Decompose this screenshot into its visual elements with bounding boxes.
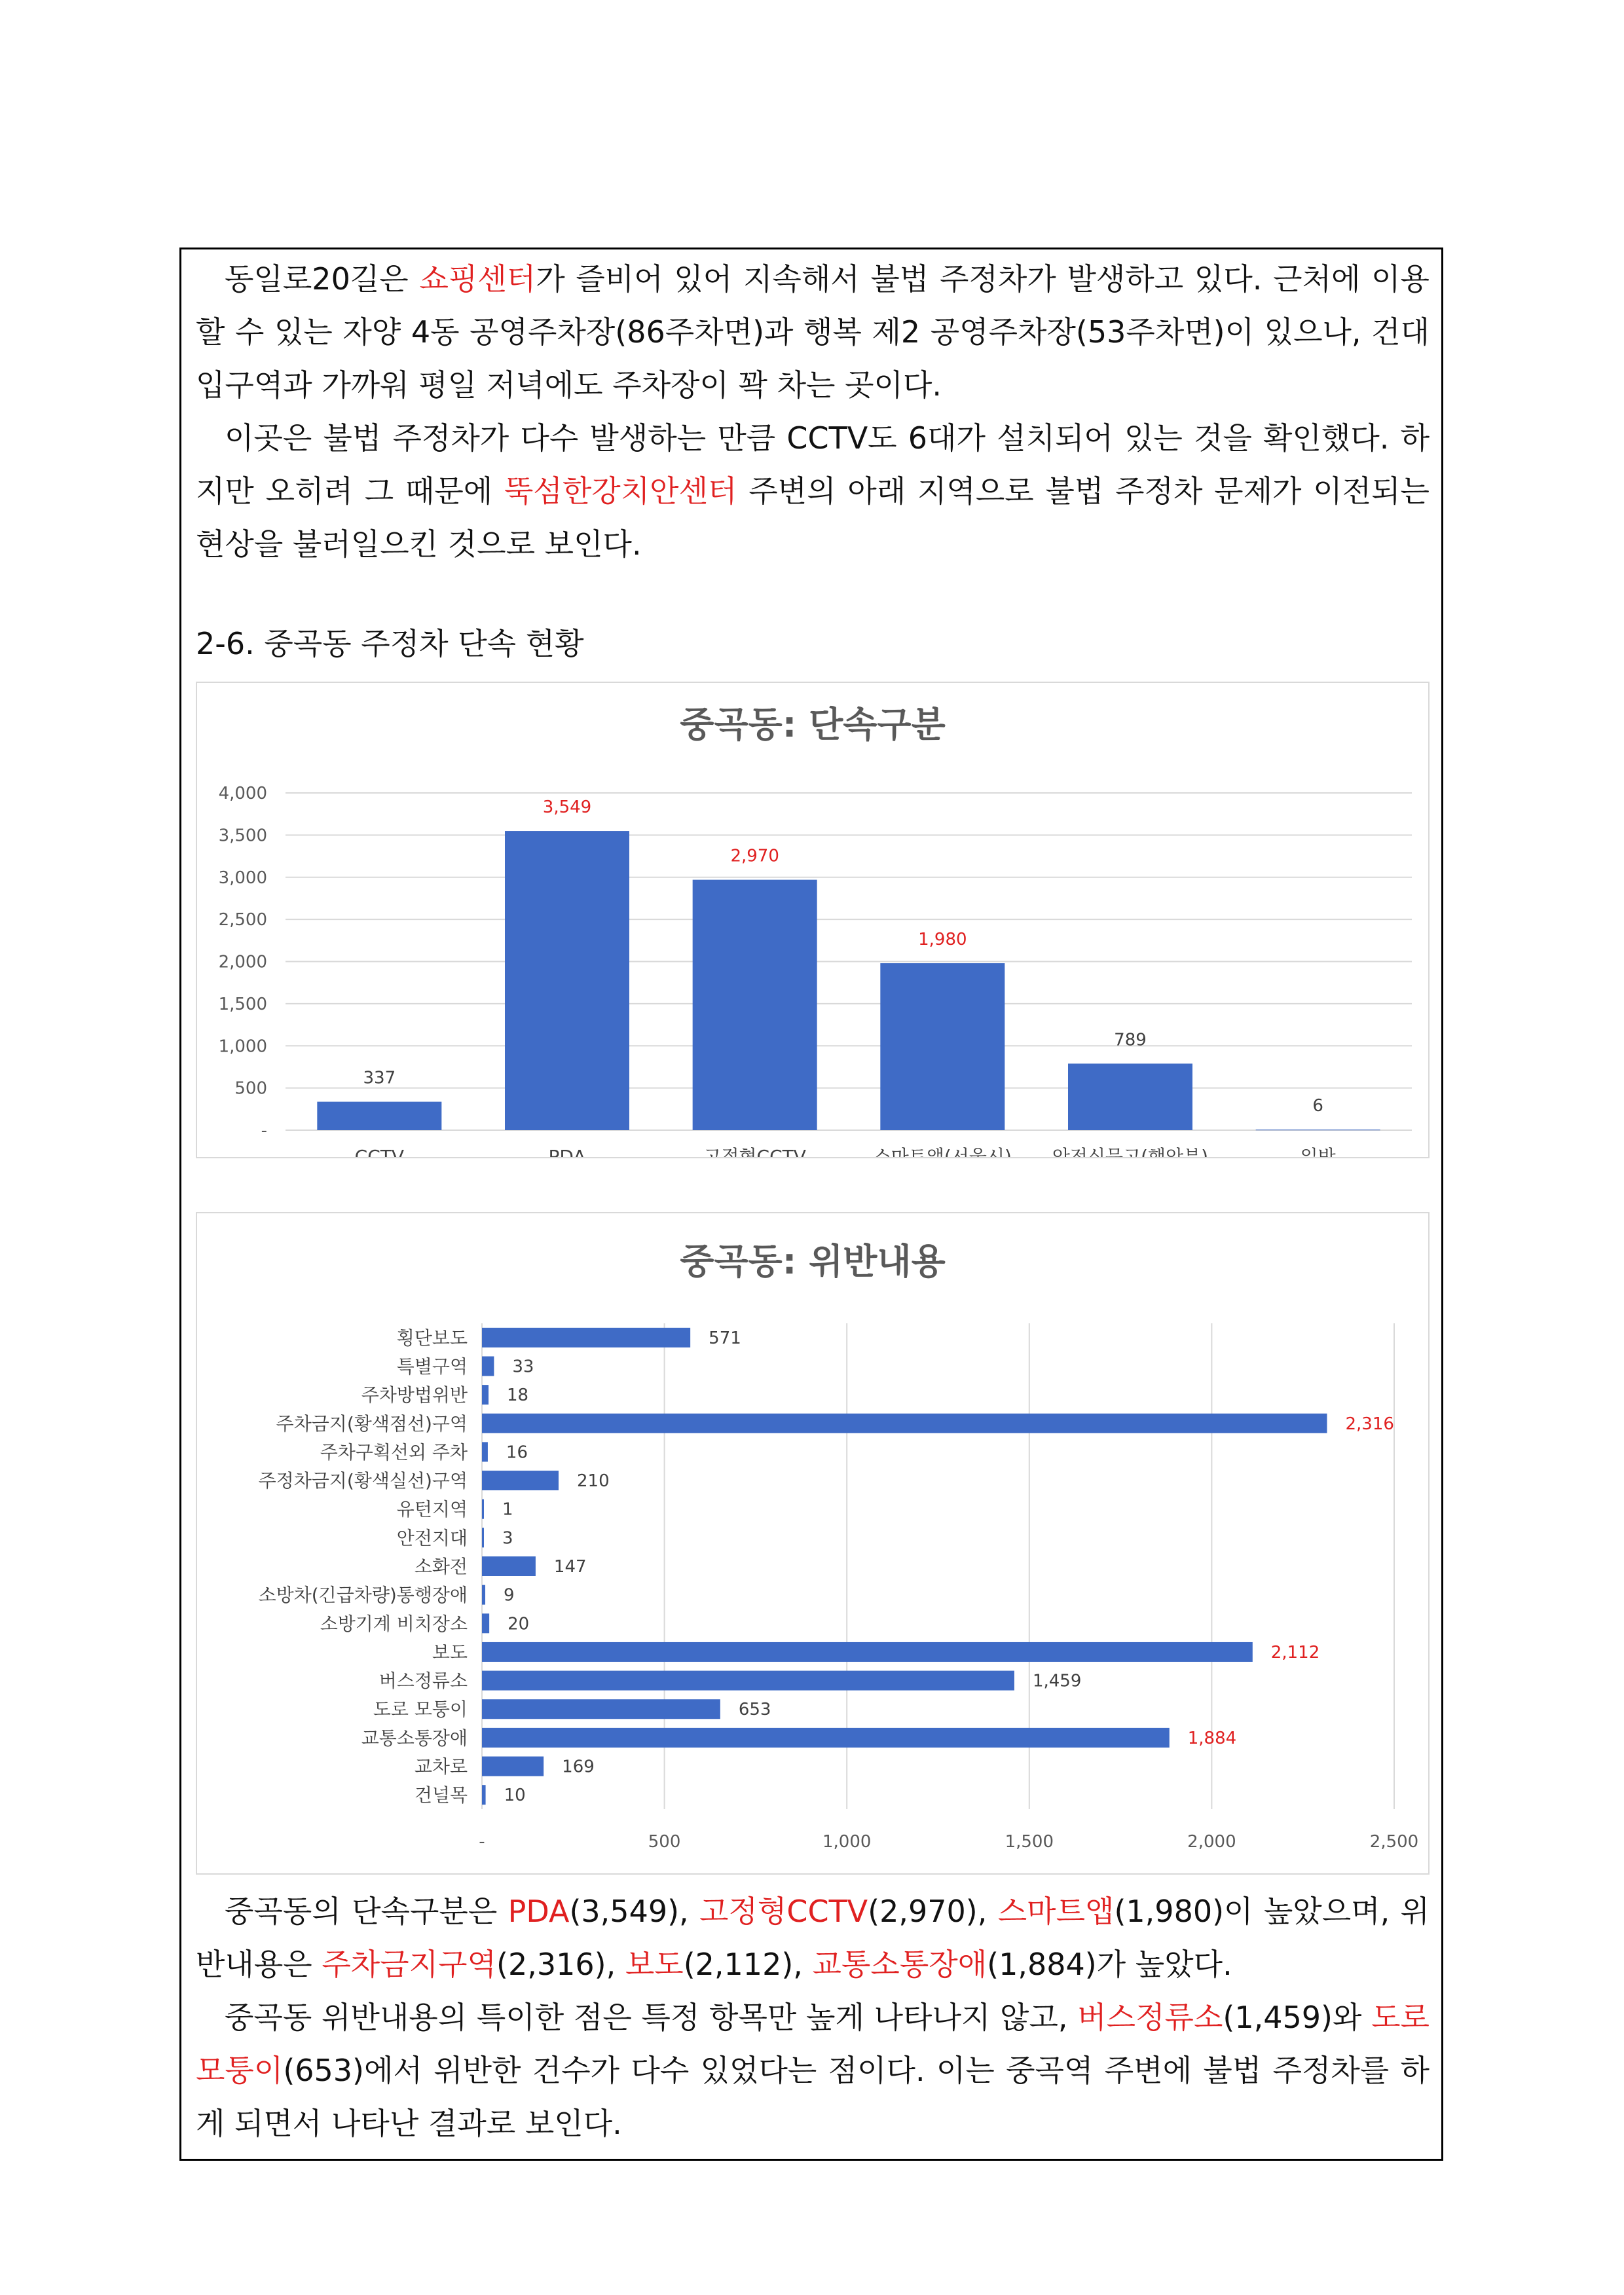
data-label: 1,459 [1032,1671,1082,1691]
text-run: (1,980)이 높았으며, 위반내용은 [196,1894,1430,1982]
chart-enforcement-type [196,682,1430,1158]
x-tick-label: - [479,1832,485,1852]
bar [482,1442,488,1461]
y-tick-label: 3,500 [218,826,267,846]
x-tick-label: 스마트앱(서울시) [873,1146,1012,1157]
bar [482,1642,1253,1662]
data-label: 1,884 [1187,1728,1237,1748]
bar [482,1499,484,1519]
data-label: 33 [512,1357,534,1377]
x-tick-label: 고정형CCTV [703,1146,806,1157]
y-tick-label: 도로 모퉁이 [373,1698,468,1721]
highlighted-term: 주차금지구역 [322,1947,496,1982]
bar [317,1102,441,1130]
text-run: (1,459)와 [1223,2000,1372,2035]
y-tick-label: 2,500 [218,910,267,930]
paragraph-analysis [196,1991,1430,2150]
data-label: 571 [709,1328,741,1348]
bar [693,880,817,1130]
data-label: 2,316 [1345,1414,1394,1434]
x-tick-label: 일반 [1300,1146,1336,1157]
y-tick-label: 소방기계 비치장소 [320,1613,468,1635]
y-tick-label: 3,000 [218,868,267,888]
x-tick-label: CCTV [354,1146,405,1157]
y-tick-label: 소화전 [414,1556,468,1577]
text-run: (1,884)가 높았다. [987,1947,1232,1982]
y-tick-label: 1,500 [218,994,267,1014]
data-label: 653 [738,1700,771,1720]
data-label: 210 [577,1471,610,1492]
text-run: 가 즐비어 있어 지속해서 불법 주정차가 발생하고 있다. 근처에 이용할 수 있는 자양 4동 공영주차장(86주차면)과 행복 제2 공영주차장(53주차면)이 있으나, 건대입구역과 가까워 평일 저녁에도 주차장이 꽉 차는 곳이다. [196,261,1430,403]
data-label: 2,970 [730,846,779,866]
x-tick-label: 안전신문고(행안부) [1052,1146,1209,1157]
text-run: 이곳은 불법 주정차가 다수 발생하는 만큼 CCTV도 6대가 설치되어 있는 것을 확인했다. 하지만 오히려 그 때문에 [196,420,1430,509]
x-tick-label: 2,500 [1369,1832,1419,1852]
text-run: 동일로20길은 [225,261,420,297]
y-tick-label: 안전지대 [396,1527,468,1549]
highlighted-term: 보도 [625,1947,684,1982]
data-label: 10 [504,1786,526,1806]
y-tick-label: 교차로 [414,1755,468,1778]
data-label: 18 [507,1386,529,1406]
y-tick-label: 소방차(긴급차량)통행장애 [258,1584,468,1606]
y-tick-label: 특별구역 [396,1355,468,1378]
document-frame [179,248,1443,2161]
data-label: 2,112 [1270,1642,1320,1662]
bar [482,1785,486,1805]
bar [482,1671,1014,1691]
x-tick-label: 1,500 [1005,1832,1054,1852]
highlighted-term: 버스정류소 [1077,2000,1223,2035]
data-label: 6 [1312,1096,1323,1116]
paragraph-cctv [196,412,1430,571]
paragraph-summary [196,1885,1430,1991]
y-tick-label: 4,000 [218,784,267,803]
y-tick-label: 보도 [432,1641,468,1663]
data-label: 169 [562,1757,595,1777]
bar [482,1328,690,1348]
bar [482,1613,489,1633]
bar [1256,1129,1380,1130]
text-run: 주변의 아래 지역으로 불법 주정차 문제가 이전되는 현상을 불러일으킨 것으로 보인다. [196,473,1430,562]
bar [482,1414,1327,1433]
y-tick-label: 2,000 [218,952,267,972]
data-label: 9 [504,1585,515,1606]
y-tick-label: 유턴지역 [396,1498,468,1520]
bar-chart-violation-type [197,1213,1428,1873]
text-run: (3,549), [569,1894,700,1929]
paragraph-shopping-center [196,253,1430,412]
text-run: 중곡동 위반내용의 특이한 점은 특정 항목만 높게 나타나지 않고, [225,2000,1078,2035]
text-run: 중곡동의 단속구분은 [225,1894,508,1929]
x-tick-label: 2,000 [1187,1832,1236,1852]
y-tick-label: 횡단보도 [396,1327,468,1349]
section-heading: 2-6. 중곡동 주정차 단속 현황 [196,626,584,661]
chart-violation-type [196,1212,1430,1875]
data-label: 1 [502,1499,513,1520]
data-label: 147 [553,1557,587,1577]
bar [482,1757,544,1776]
data-label: 337 [363,1068,396,1088]
bar [482,1528,484,1547]
chart-title: 중곡동: 위반내용 [680,1241,946,1282]
text-run: (2,112), [683,1947,813,1982]
bar [482,1728,1170,1748]
highlighted-term: 도로모퉁이 [196,2000,1430,2088]
y-tick-label: 1,000 [218,1037,267,1057]
data-label: 16 [506,1442,528,1463]
bar [1068,1063,1192,1130]
bar [482,1556,536,1576]
text-run: (2,970), [868,1894,998,1929]
highlighted-term: 고정형CCTV [699,1894,868,1929]
text-run: (653)에서 위반한 건수가 다수 있었다는 점이다. 이는 중곡역 주변에 불법 주정차를 하게 되면서 나타난 결과로 보인다. [196,2053,1430,2141]
chart-title: 중곡동: 단속구분 [680,704,946,745]
bar [505,831,629,1130]
y-tick-label: 주차구획선외 주차 [320,1441,468,1463]
bar [482,1585,485,1605]
bar [482,1356,494,1376]
data-label: 3 [502,1528,513,1549]
x-tick-label: 1,000 [822,1832,872,1852]
data-label: 1,980 [918,930,967,950]
highlighted-term: 쇼핑센터 [419,261,536,297]
x-tick-label: 500 [648,1832,681,1852]
y-tick-label: 주차방법위반 [361,1384,468,1406]
highlighted-term: 스마트앱 [997,1894,1115,1929]
text-run: (2,316), [496,1947,625,1982]
bar [482,1385,489,1405]
bar [880,963,1005,1130]
data-label: 20 [507,1614,530,1634]
y-tick-label: 교통소통장애 [361,1727,468,1749]
data-label: 789 [1114,1030,1147,1050]
bar [482,1471,559,1490]
bar-chart-enforcement-type [197,683,1428,1157]
bar [482,1699,720,1719]
highlighted-term: PDA [507,1894,570,1929]
highlighted-term: 교통소통장애 [812,1947,987,1982]
highlighted-term: 뚝섬한강치안센터 [504,473,737,509]
y-tick-label: 주차금지(황색점선)구역 [276,1412,468,1435]
x-tick-label: PDA [548,1146,586,1157]
y-tick-label: 버스정류소 [378,1670,468,1692]
y-tick-label: 주정차금지(황색실선)구역 [258,1470,468,1492]
y-tick-label: - [261,1121,267,1141]
y-tick-label: 건널목 [414,1784,468,1807]
y-tick-label: 500 [234,1078,267,1099]
data-label: 3,549 [542,798,592,818]
